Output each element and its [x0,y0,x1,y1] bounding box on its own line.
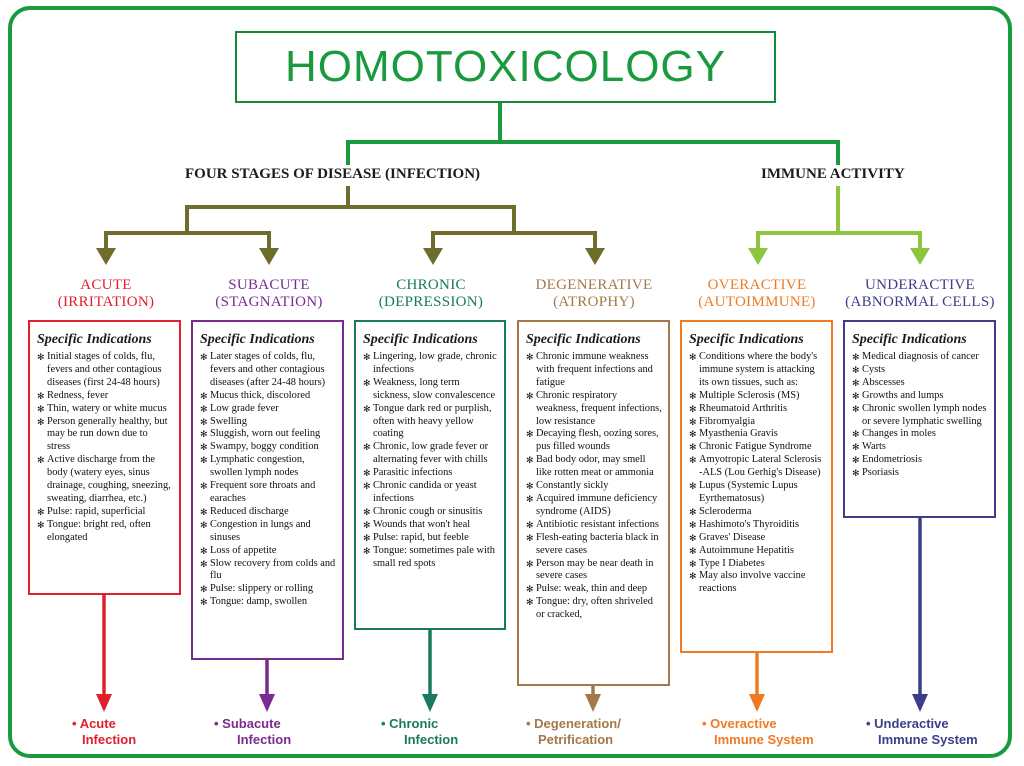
indication-item: ✻ Parasitic infections [363,467,498,480]
indication-item: ✻ Redness, fever [37,390,173,403]
indication-item: ✻ Chronic respiratory weakness, frequent infections, low resistance [526,390,662,429]
box-underactive-list [852,351,988,480]
indication-item: ✻ Pulse: weak, thin and deep [526,583,662,596]
indication-item: ✻ Endometriosis [852,454,988,467]
indication-item: ✻ Amyotropic Lateral Sclerosis -ALS (Lou Gerhig's Disease) [689,454,825,480]
out-arrow-acute [96,694,112,712]
indication-item: ✻ Lupus (Systemic Lupus Eyrthematosus) [689,480,825,506]
out-arrow-underactive [912,694,928,712]
box-degenerative-heading: Specific Indications [526,332,641,347]
heading-degenerative [514,277,674,311]
indication-item: ✻ Pulse: slippery or rolling [200,583,336,596]
indication-item: ✻ Wounds that won't heal [363,519,498,532]
arrow-underactive [910,248,930,265]
indication-item: ✻ Tongue: dry, often shriveled or cracked, [526,596,662,622]
indication-item: ✻ Mucus thick, discolored [200,390,336,403]
box-acute-heading: Specific Indications [37,332,152,347]
indication-item: ✻ Hashimoto's Thyroiditis [689,519,825,532]
indication-item: ✻ Low grade fever [200,403,336,416]
heading-overactive [677,277,837,311]
indication-item: ✻ May also involve vaccine reactions [689,570,825,596]
indication-item: ✻ Chronic candida or yeast infections [363,480,498,506]
indication-item: ✻ Abscesses [852,377,988,390]
indication-item: ✻ Thin, watery or white mucus [37,403,173,416]
heading-underactive [840,277,1000,311]
indication-item: ✻ Weakness, long term sickness, slow convalescence [363,377,498,403]
indication-item: ✻ Swampy, boggy condition [200,441,336,454]
indication-item: ✻ Warts [852,441,988,454]
indication-item: ✻ Myasthenia Gravis [689,428,825,441]
indication-item: ✻ Multiple Sclerosis (MS) [689,390,825,403]
indication-item: ✻ Antibiotic resistant infections [526,519,662,532]
box-underactive-heading: Specific Indications [852,332,967,347]
indication-item: ✻ Tongue dark red or purplish, often with heavy yellow coating [363,403,498,442]
indication-item: ✻ Chronic Fatigue Syndrome [689,441,825,454]
heading-chronic-line2: (DEPRESSION) [378,294,484,310]
indication-item: ✻ Swelling [200,416,336,429]
heading-acute-line1: ACUTE [80,277,132,293]
box-overactive [680,320,833,653]
indication-item: ✻ Active discharge from the body (watery eyes, sinus drainage, coughing, sneezing, sweating, diarrhea, etc.) [37,454,173,506]
heading-overactive-line1: OVERACTIVE [707,277,807,293]
box-underactive [843,320,996,518]
indication-item: ✻ Conditions where the body's immune system is attacking its own tissues, such as: [689,351,825,390]
indication-item: ✻ Flesh-eating bacteria black in severe cases [526,532,662,558]
heading-subacute-line1: SUBACUTE [228,277,310,293]
out-arrow-chronic [422,694,438,712]
indication-item: ✻ Bad body odor, may smell like rotten meat or ammonia [526,454,662,480]
indication-item: ✻ Acquired immune deficiency syndrome (AIDS) [526,493,662,519]
arrow-acute [96,248,116,265]
indication-item: ✻ Changes in moles [852,428,988,441]
heading-subacute-line2: (STAGNATION) [215,294,323,310]
indication-item: ✻ Pulse: rapid, but feeble [363,532,498,545]
section-immune: IMMUNE ACTIVITY [761,166,905,182]
indication-item: ✻ Slow recovery from colds and flu [200,558,336,584]
box-overactive-list [689,351,825,596]
box-acute [28,320,181,595]
indication-item: ✻ Chronic immune weakness with frequent infections and fatigue [526,351,662,390]
outcome-chronic: • Chronic Infection [381,716,459,747]
heading-acute-line2: (IRRITATION) [57,294,155,310]
box-overactive-heading: Specific Indications [689,332,804,347]
indication-item: ✻ Initial stages of colds, flu, fevers and other contagious diseases (first 24-48 hours) [37,351,173,390]
out-arrow-subacute [259,694,275,712]
indication-item: ✻ Tongue: sometimes pale with small red spots [363,545,498,571]
heading-chronic [351,277,511,311]
indication-item: ✻ Pulse: rapid, superficial [37,506,173,519]
indication-item: ✻ Graves' Disease [689,532,825,545]
indication-item: ✻ Reduced discharge [200,506,336,519]
indication-item: ✻ Person generally healthy, but may be run down due to stress [37,416,173,455]
indication-item: ✻ Chronic, low grade fever or alternating fever with chills [363,441,498,467]
indication-item: ✻ Type I Diabetes [689,558,825,571]
indication-item: ✻ Frequent sore throats and earaches [200,480,336,506]
indication-item: ✻ Lingering, low grade, chronic infections [363,351,498,377]
heading-overactive-line2: (AUTOIMMUNE) [698,294,816,310]
heading-degenerative-line2: (ATROPHY) [553,294,635,310]
heading-underactive-line2: (ABNORMAL CELLS) [845,294,995,310]
indication-item: ✻ Medical diagnosis of cancer [852,351,988,364]
indication-item: ✻ Person may be near death in severe cases [526,558,662,584]
box-subacute-list [200,351,336,609]
outcome-chronic-line1: Chronic [389,716,439,731]
outcome-subacute: • Subacute Infection [214,716,292,747]
box-chronic-list [363,351,498,570]
indication-item: ✻ Tongue: damp, swollen [200,596,336,609]
box-chronic [354,320,506,630]
section-stages: FOUR STAGES OF DISEASE (INFECTION) [185,166,481,182]
indication-item: ✻ Autoimmune Hepatitis [689,545,825,558]
outcome-acute-line2: Infection [82,732,137,747]
outcome-degenerative: • Degeneration/ Petrification [526,716,621,747]
indication-item: ✻ Sluggish, worn out feeling [200,428,336,441]
box-acute-list [37,351,173,545]
indication-item: ✻ Loss of appetite [200,545,336,558]
indication-item: ✻ Later stages of colds, flu, fevers and other contagious diseases (after 24-48 hours) [200,351,336,390]
box-degenerative [517,320,670,686]
indication-item: ✻ Growths and lumps [852,390,988,403]
outcome-underactive: • Underactive Immune System [866,716,978,747]
indication-item: ✻ Tongue: bright red, often elongated [37,519,173,545]
indication-item: ✻ Fibromyalgia [689,416,825,429]
outcome-underactive-line2: Immune System [878,732,978,747]
outcome-acute-line1: Acute [79,716,116,731]
box-chronic-heading: Specific Indications [363,332,478,347]
arrow-degenerative [585,248,605,265]
indication-item: ✻ Decaying flesh, oozing sores, pus filled wounds [526,428,662,454]
indication-item: ✻ Congestion in lungs and sinuses [200,519,336,545]
outcome-acute: • Acute Infection [72,716,137,747]
outcome-overactive: • Overactive Immune System [702,716,814,747]
indication-item: ✻ Psoriasis [852,467,988,480]
indication-item: ✻ Cysts [852,364,988,377]
outcome-subacute-line1: Subacute [222,716,281,731]
indication-item: ✻ Rheumatoid Arthritis [689,403,825,416]
heading-degenerative-line1: DEGENERATIVE [535,277,653,293]
heading-chronic-line1: CHRONIC [396,277,466,293]
indication-item: ✻ Lymphatic congestion, swollen lymph nodes [200,454,336,480]
indication-item: ✻ Chronic swollen lymph nodes or severe lymphatic swelling [852,403,988,429]
heading-subacute [189,277,349,311]
outcome-degenerative-line2: Petrification [538,732,614,747]
arrow-chronic [423,248,443,265]
outcome-overactive-line2: Immune System [714,732,814,747]
indication-item: ✻ Constantly sickly [526,480,662,493]
outcome-subacute-line2: Infection [237,732,292,747]
indication-item: ✻ Chronic cough or sinusitis [363,506,498,519]
box-degenerative-list [526,351,662,622]
box-subacute-heading: Specific Indications [200,332,315,347]
out-arrow-degenerative [585,694,601,712]
arrow-subacute [259,248,279,265]
indication-item: ✻ Scleroderma [689,506,825,519]
outcome-degenerative-line1: Degeneration/ [534,716,621,731]
outcome-chronic-line2: Infection [404,732,459,747]
out-arrow-overactive [749,694,765,712]
page-title: HOMOTOXICOLOGY [235,31,776,103]
heading-acute [26,277,186,311]
outcome-underactive-line1: Underactive [874,716,949,731]
outcome-overactive-line1: Overactive [710,716,777,731]
heading-underactive-line1: UNDERACTIVE [865,277,975,293]
box-subacute [191,320,344,660]
arrow-overactive [748,248,768,265]
